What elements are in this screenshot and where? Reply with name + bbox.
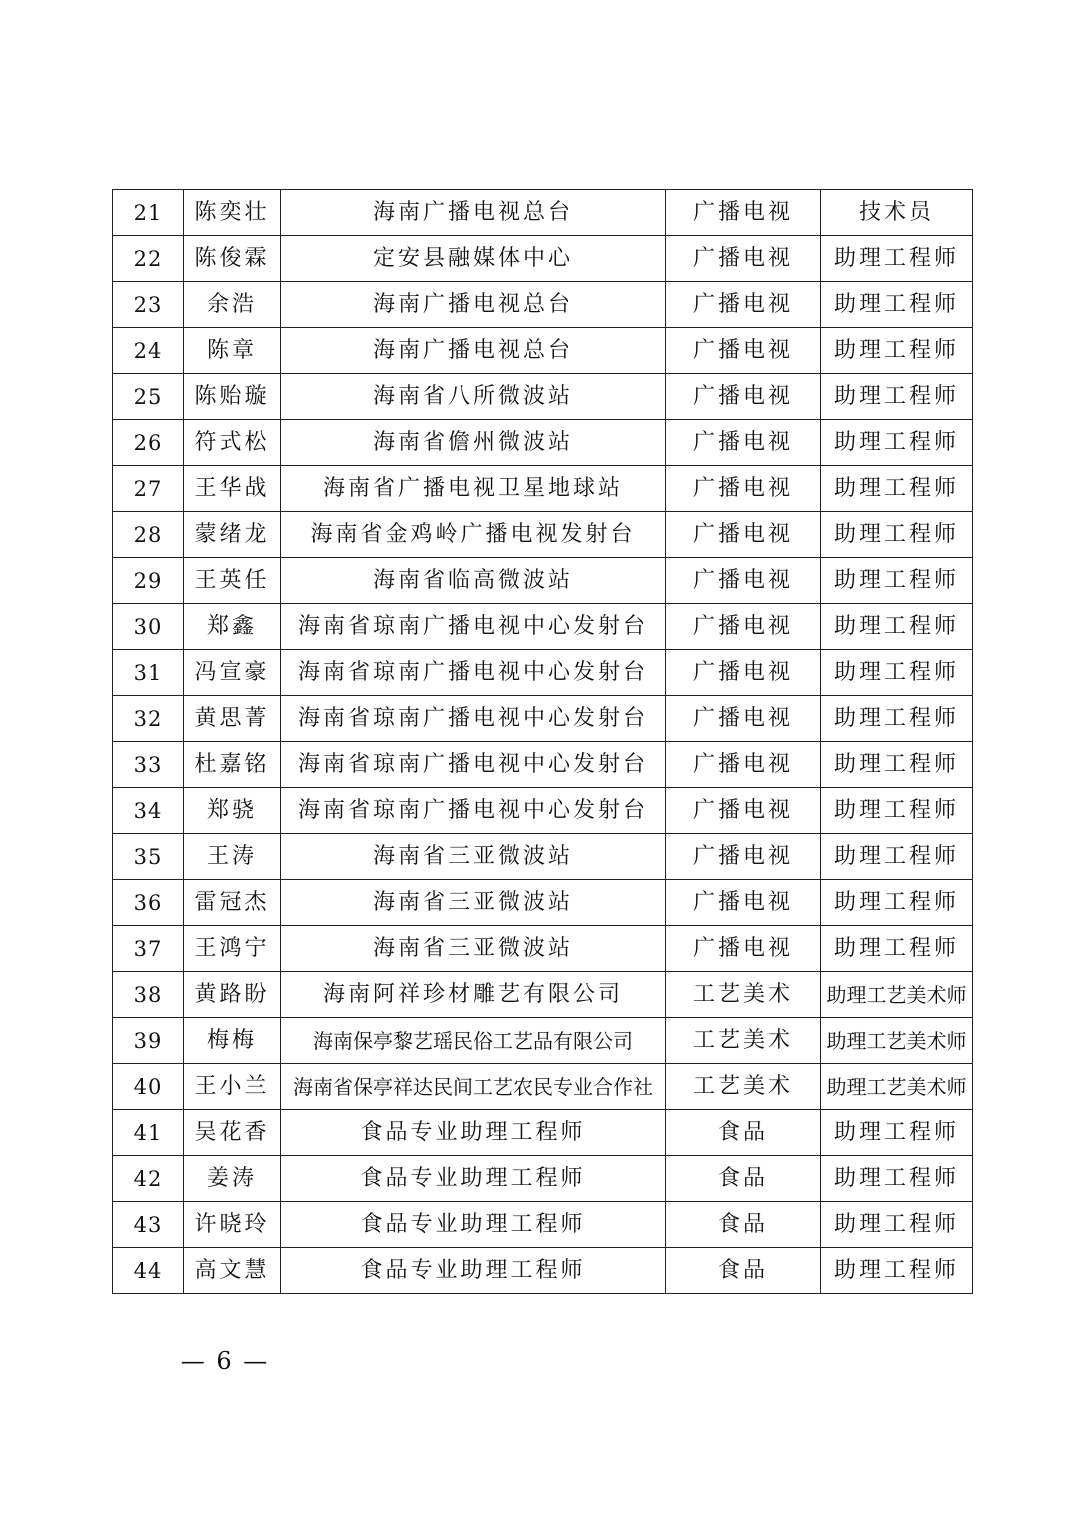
cell-field: 广播电视 — [666, 742, 821, 788]
cell-name: 郑鑫 — [184, 604, 281, 650]
cell-number: 23 — [113, 282, 184, 328]
cell-field: 广播电视 — [666, 696, 821, 742]
cell-field: 广播电视 — [666, 650, 821, 696]
cell-unit: 海南省琼南广播电视中心发射台 — [281, 604, 666, 650]
cell-title: 助理工程师 — [821, 328, 973, 374]
cell-unit: 海南广播电视总台 — [281, 282, 666, 328]
table-row — [113, 788, 973, 834]
cell-field: 广播电视 — [666, 926, 821, 972]
table-row — [113, 1064, 973, 1110]
cell-field: 广播电视 — [666, 512, 821, 558]
cell-name: 郑骁 — [184, 788, 281, 834]
table-row — [113, 1202, 973, 1248]
cell-title: 助理工程师 — [821, 1202, 973, 1248]
cell-field: 广播电视 — [666, 374, 821, 420]
cell-number: 41 — [113, 1110, 184, 1156]
cell-number: 27 — [113, 466, 184, 512]
table-row — [113, 236, 973, 282]
cell-unit: 海南省八所微波站 — [281, 374, 666, 420]
table-row — [113, 282, 973, 328]
cell-title: 助理工程师 — [821, 696, 973, 742]
cell-unit: 食品专业助理工程师 — [281, 1248, 666, 1294]
cell-unit: 海南省广播电视卫星地球站 — [281, 466, 666, 512]
cell-name: 陈贻璇 — [184, 374, 281, 420]
cell-name: 王小兰 — [184, 1064, 281, 1110]
cell-number: 35 — [113, 834, 184, 880]
cell-title: 助理工艺美术师 — [821, 972, 973, 1018]
cell-unit: 食品专业助理工程师 — [281, 1202, 666, 1248]
table-row — [113, 558, 973, 604]
cell-field: 工艺美术 — [666, 972, 821, 1018]
cell-name: 冯宣豪 — [184, 650, 281, 696]
cell-name: 陈章 — [184, 328, 281, 374]
cell-unit: 海南省临高微波站 — [281, 558, 666, 604]
cell-field: 食品 — [666, 1110, 821, 1156]
cell-number: 28 — [113, 512, 184, 558]
cell-unit: 海南省琼南广播电视中心发射台 — [281, 742, 666, 788]
table-row — [113, 972, 973, 1018]
cell-title: 助理工程师 — [821, 282, 973, 328]
cell-title: 助理工艺美术师 — [821, 1018, 973, 1064]
cell-name: 高文慧 — [184, 1248, 281, 1294]
cell-title: 助理工程师 — [821, 1110, 973, 1156]
table-row — [113, 1018, 973, 1064]
cell-number: 38 — [113, 972, 184, 1018]
cell-number: 42 — [113, 1156, 184, 1202]
cell-unit: 海南阿祥珍材雕艺有限公司 — [281, 972, 666, 1018]
cell-name: 王涛 — [184, 834, 281, 880]
cell-name: 杜嘉铭 — [184, 742, 281, 788]
table-row — [113, 834, 973, 880]
cell-name: 余浩 — [184, 282, 281, 328]
cell-title: 助理工程师 — [821, 420, 973, 466]
cell-number: 33 — [113, 742, 184, 788]
cell-title: 助理工程师 — [821, 650, 973, 696]
table-row — [113, 466, 973, 512]
cell-field: 食品 — [666, 1202, 821, 1248]
cell-number: 39 — [113, 1018, 184, 1064]
cell-number: 43 — [113, 1202, 184, 1248]
table-row — [113, 742, 973, 788]
cell-title: 助理工程师 — [821, 742, 973, 788]
cell-field: 食品 — [666, 1248, 821, 1294]
cell-name: 王英任 — [184, 558, 281, 604]
page-number: — 6 — — [180, 1347, 270, 1375]
table-row — [113, 512, 973, 558]
cell-title: 助理工艺美术师 — [821, 1064, 973, 1110]
table-row — [113, 190, 973, 236]
cell-name: 符式松 — [184, 420, 281, 466]
cell-name: 许晓玲 — [184, 1202, 281, 1248]
cell-number: 26 — [113, 420, 184, 466]
cell-field: 广播电视 — [666, 282, 821, 328]
cell-number: 32 — [113, 696, 184, 742]
cell-title: 助理工程师 — [821, 834, 973, 880]
cell-name: 姜涛 — [184, 1156, 281, 1202]
cell-title: 助理工程师 — [821, 1156, 973, 1202]
cell-number: 24 — [113, 328, 184, 374]
cell-name: 梅梅 — [184, 1018, 281, 1064]
cell-field: 广播电视 — [666, 466, 821, 512]
cell-field: 广播电视 — [666, 604, 821, 650]
cell-name: 雷冠杰 — [184, 880, 281, 926]
cell-unit: 海南省三亚微波站 — [281, 926, 666, 972]
cell-field: 广播电视 — [666, 328, 821, 374]
cell-number: 22 — [113, 236, 184, 282]
cell-title: 助理工程师 — [821, 374, 973, 420]
cell-number: 37 — [113, 926, 184, 972]
cell-field: 工艺美术 — [666, 1064, 821, 1110]
cell-name: 王华战 — [184, 466, 281, 512]
cell-unit: 海南广播电视总台 — [281, 328, 666, 374]
table-row — [113, 374, 973, 420]
cell-title: 助理工程师 — [821, 604, 973, 650]
cell-field: 工艺美术 — [666, 1018, 821, 1064]
cell-title: 助理工程师 — [821, 1248, 973, 1294]
personnel-table — [112, 189, 973, 1294]
table-row — [113, 328, 973, 374]
cell-title: 助理工程师 — [821, 880, 973, 926]
table-row — [113, 650, 973, 696]
cell-unit: 食品专业助理工程师 — [281, 1110, 666, 1156]
cell-number: 30 — [113, 604, 184, 650]
cell-title: 助理工程师 — [821, 512, 973, 558]
cell-field: 广播电视 — [666, 834, 821, 880]
cell-number: 44 — [113, 1248, 184, 1294]
cell-field: 广播电视 — [666, 190, 821, 236]
table-row — [113, 926, 973, 972]
cell-number: 25 — [113, 374, 184, 420]
cell-field: 广播电视 — [666, 788, 821, 834]
cell-unit: 海南省金鸡岭广播电视发射台 — [281, 512, 666, 558]
cell-field: 广播电视 — [666, 420, 821, 466]
table-row — [113, 696, 973, 742]
table-row — [113, 1248, 973, 1294]
cell-unit: 海南省琼南广播电视中心发射台 — [281, 696, 666, 742]
cell-unit: 海南省琼南广播电视中心发射台 — [281, 788, 666, 834]
cell-number: 34 — [113, 788, 184, 834]
cell-title: 助理工程师 — [821, 558, 973, 604]
cell-title: 助理工程师 — [821, 788, 973, 834]
cell-name: 王鸿宁 — [184, 926, 281, 972]
cell-number: 31 — [113, 650, 184, 696]
cell-name: 陈奕壮 — [184, 190, 281, 236]
cell-name: 黄路盼 — [184, 972, 281, 1018]
cell-number: 21 — [113, 190, 184, 236]
table-row — [113, 1110, 973, 1156]
table-row — [113, 420, 973, 466]
cell-unit: 海南省三亚微波站 — [281, 834, 666, 880]
table-row — [113, 604, 973, 650]
cell-field: 广播电视 — [666, 558, 821, 604]
cell-name: 吴花香 — [184, 1110, 281, 1156]
cell-title: 助理工程师 — [821, 926, 973, 972]
cell-name: 蒙绪龙 — [184, 512, 281, 558]
cell-unit: 海南省保亭祥达民间工艺农民专业合作社 — [281, 1064, 666, 1110]
personnel-table-body — [113, 190, 973, 1294]
cell-unit: 海南保亭黎艺瑶民俗工艺品有限公司 — [281, 1018, 666, 1064]
cell-number: 36 — [113, 880, 184, 926]
cell-unit: 海南广播电视总台 — [281, 190, 666, 236]
cell-unit: 海南省琼南广播电视中心发射台 — [281, 650, 666, 696]
cell-name: 黄思菁 — [184, 696, 281, 742]
cell-unit: 海南省三亚微波站 — [281, 880, 666, 926]
table-row — [113, 880, 973, 926]
cell-number: 29 — [113, 558, 184, 604]
cell-number: 40 — [113, 1064, 184, 1110]
cell-unit: 食品专业助理工程师 — [281, 1156, 666, 1202]
cell-title: 技术员 — [821, 190, 973, 236]
cell-unit: 定安县融媒体中心 — [281, 236, 666, 282]
cell-name: 陈俊霖 — [184, 236, 281, 282]
cell-title: 助理工程师 — [821, 236, 973, 282]
cell-field: 广播电视 — [666, 236, 821, 282]
table-row — [113, 1156, 973, 1202]
cell-unit: 海南省儋州微波站 — [281, 420, 666, 466]
cell-field: 广播电视 — [666, 880, 821, 926]
cell-title: 助理工程师 — [821, 466, 973, 512]
cell-field: 食品 — [666, 1156, 821, 1202]
